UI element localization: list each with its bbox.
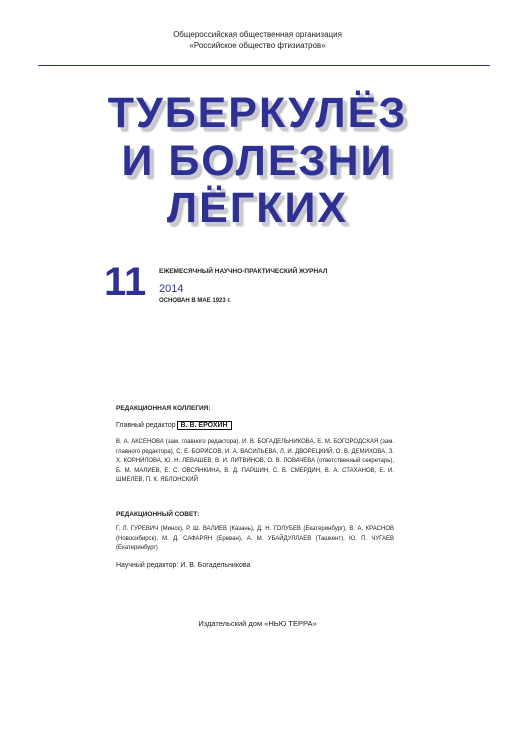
chief-editor-name: В. В. ЕРОХИН: [177, 421, 232, 430]
journal-title-line-1: ТУБЕРКУЛЁЗ: [107, 89, 408, 137]
issue-year: 2014: [159, 283, 184, 295]
journal-title-line-3: ЛЁГКИХ: [166, 184, 349, 232]
issue-number: 11: [104, 260, 147, 304]
editorial-board-heading: РЕДАКЦИОННАЯ КОЛЛЕГИЯ:: [116, 405, 211, 412]
organization-line-2: «Российское общество фтизиатров»: [189, 41, 326, 50]
header-rule: [38, 65, 490, 66]
editorial-council-members: Г. Л. ГУРЕВИЧ (Минск), Р. Ш. ВАЛИЕВ (Казань), Д. Н. ГОЛУБЕВ (Екатеринбург), В. А. КРАСНОВ (Новосибирск), М. Д. САФАРЯН (Ереван), А. М. УБАЙДУЛЛАЕВ (Ташкент), Ю. П. ЧУГАЕВ (Екатеринбург): [116, 526, 394, 552]
journal-type: ЕЖЕМЕСЯЧНЫЙ НАУЧНО-ПРАКТИЧЕСКИЙ ЖУРНАЛ: [159, 268, 328, 275]
editorial-board-members: В. А. АКСЕНОВА (зам. главного редактора), И. В. БОГАДЕЛЬНИКОВА, Е. М. БОГОРОДСКАЯ (зам. главного редактора), С. Е. БОРИСОВ, И. А. ВАСИЛЬЕВА, Л. И. ДВОРЕЦКИЙ, О. В. ДЕМИХОВА, З. Х. КОРНИЛОВА, Ю. Н. ЛЕВАШЕВ, В. И. ЛИТВИНОВ, О. В. ЛОВАЧЕВА (ответственный секретарь), Б. М. МАЛИЕВ, Е. С. ОВСЯНКИНА, В. Д. ПАРШИН, С. В. СМЕРДИН, В. А. СТАХАНОВ, Е. И. ШМЕЛЕВ, П. К. ЯБЛОНСКИЙ: [116, 439, 394, 484]
journal-title-line-2: И БОЛЕЗНИ: [121, 137, 394, 185]
publisher: Издательский дом «НЬЮ ТЕРРА»: [198, 619, 317, 628]
science-editor: Научный редактор: И. В. Богадельникова: [116, 562, 251, 569]
founded-note: ОСНОВАН В МАЕ 1923 г.: [159, 298, 231, 304]
editorial-council-heading: РЕДАКЦИОННЫЙ СОВЕТ:: [116, 511, 200, 518]
organization-line-1: Общероссийская общественная организация: [173, 30, 342, 39]
chief-editor: [116, 421, 232, 430]
chief-editor-label: Главный редактор: [116, 422, 176, 429]
